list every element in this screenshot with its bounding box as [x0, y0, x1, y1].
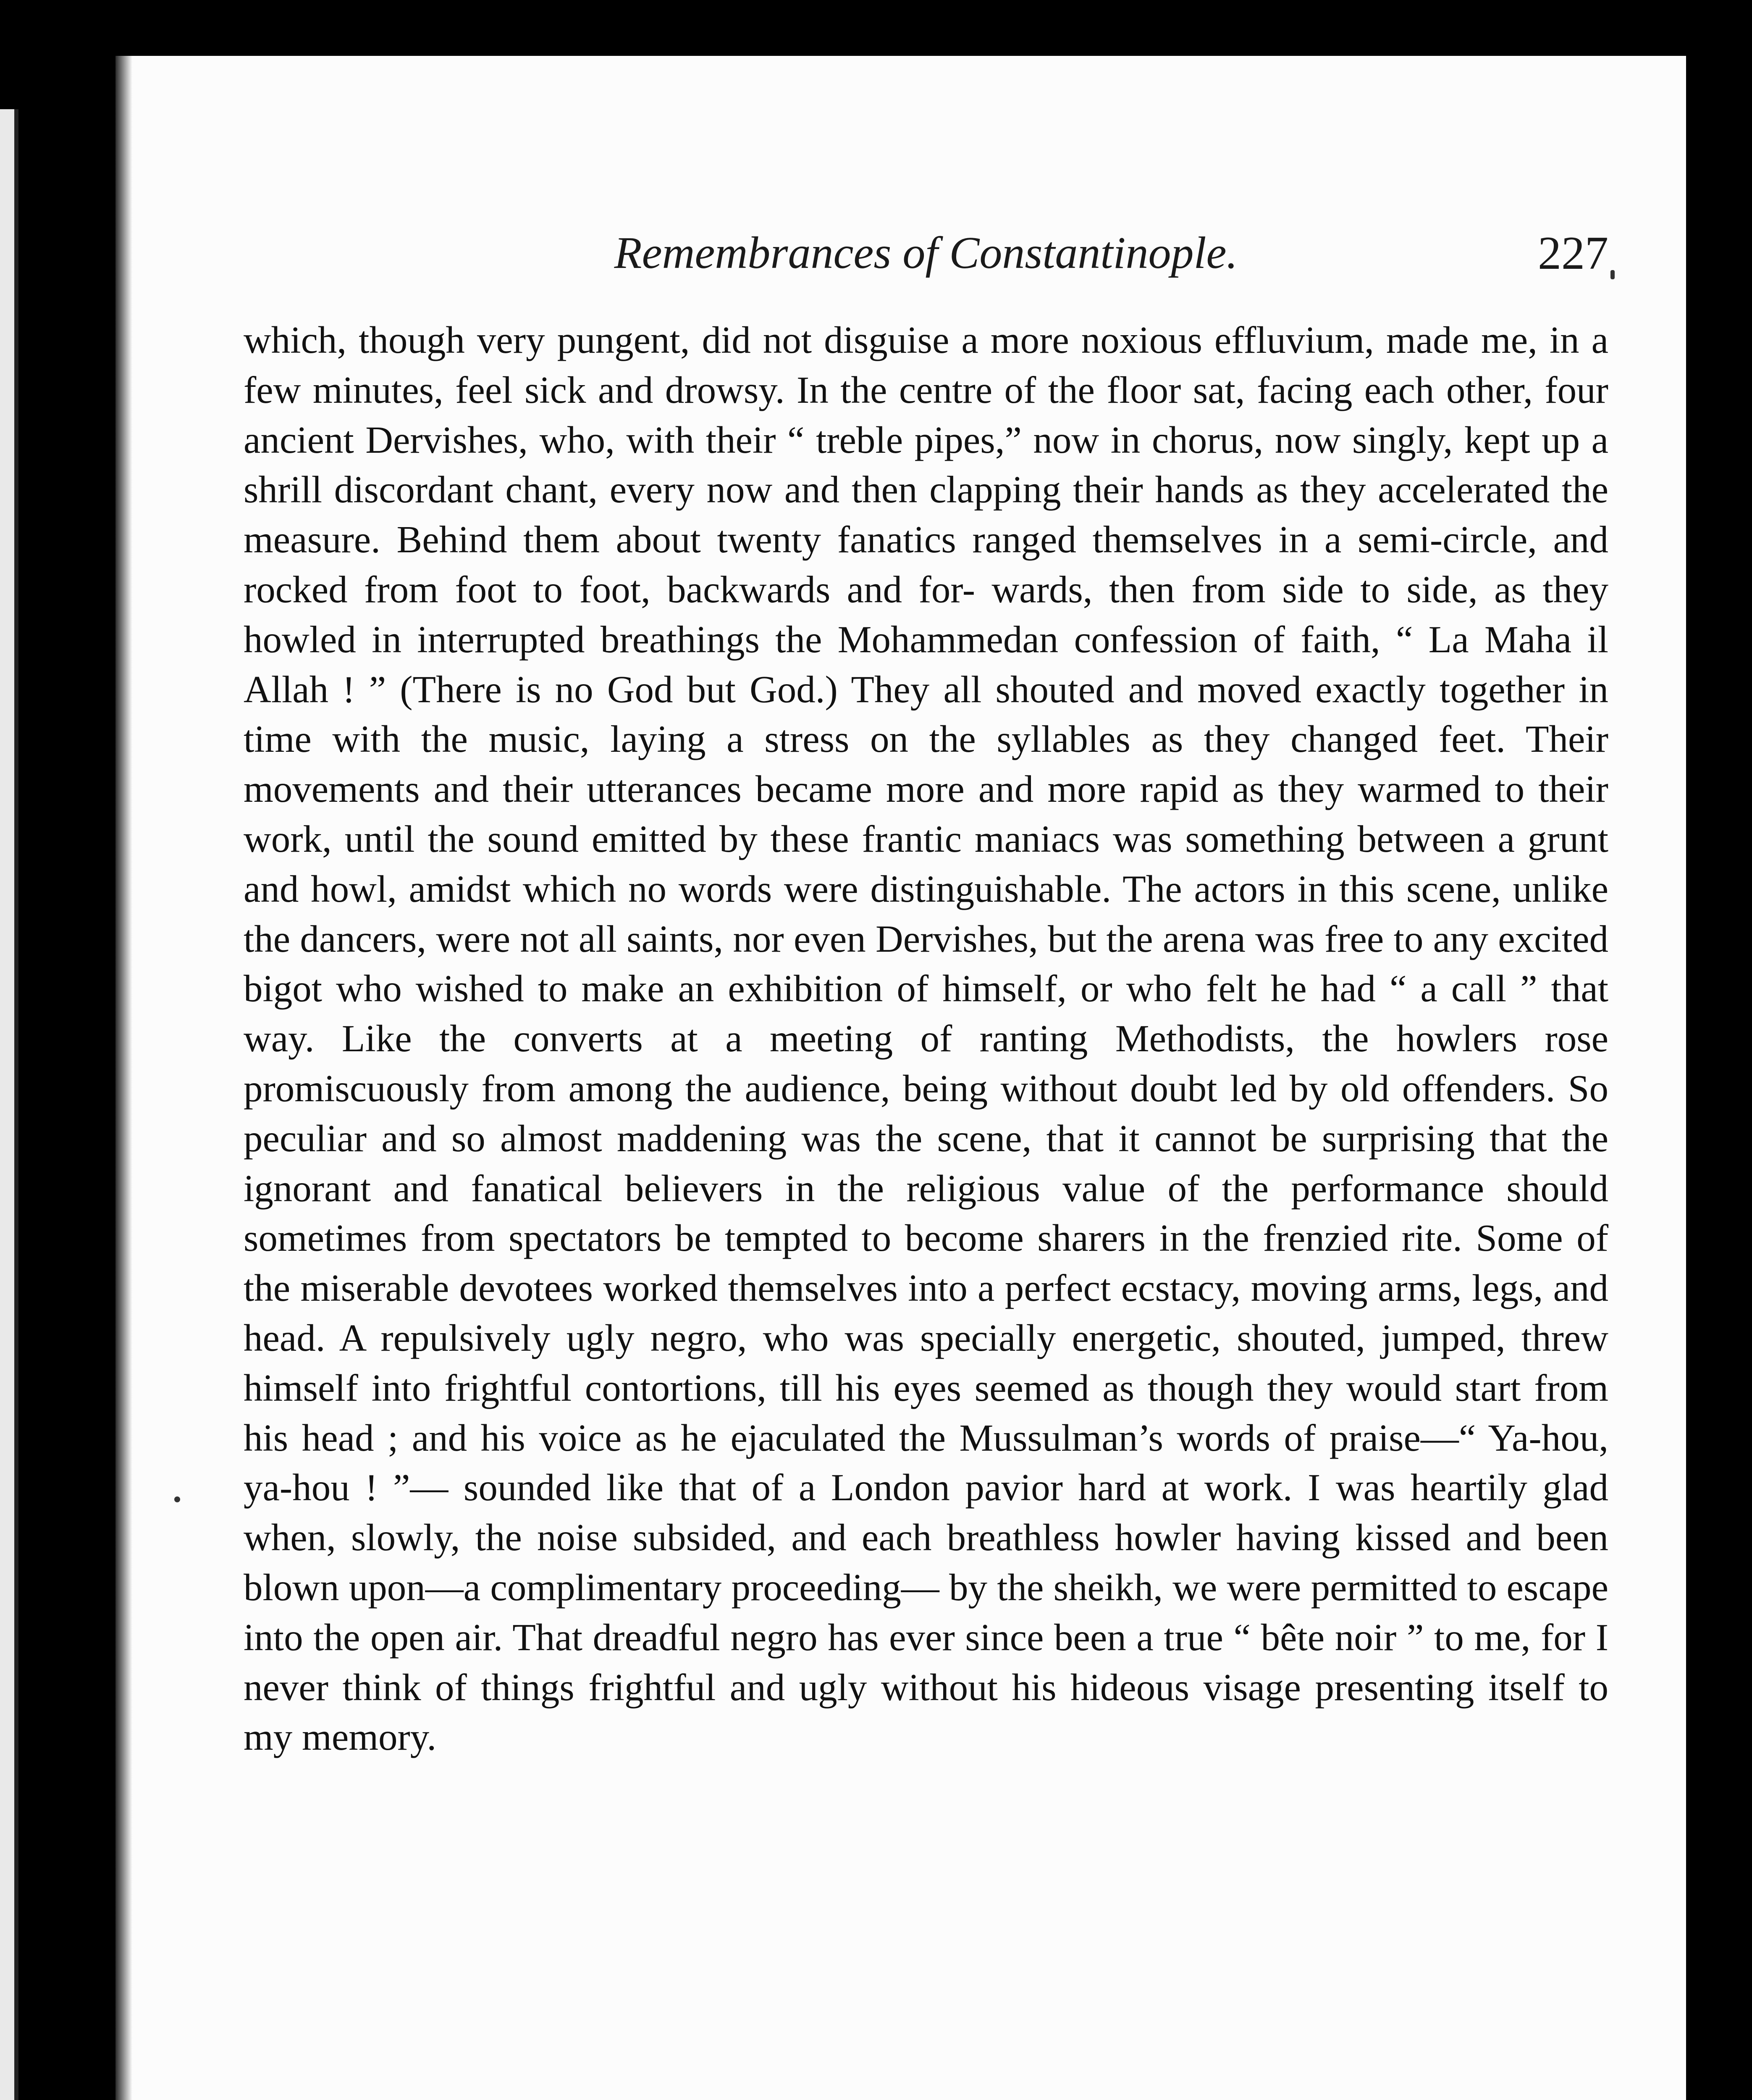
page-number: 227: [1538, 227, 1608, 279]
book-page: [115, 56, 1686, 2100]
ink-speck: [174, 1496, 180, 1502]
gutter-shadow: [115, 56, 132, 2100]
body-paragraph: which, though very pungent, did not disguise a more noxious effluvium, made me, in a few minutes, feel sick and drowsy. In the centre of the floor sat, facing each other, four ancient Dervishes, who, with their “ treble pipes,” now in chorus, now singly, kept up a shrill discordant chant, every now and then clapping their hands as they accelerated the measure. Behind them about twenty fanatics ranged themselves in a semi-circle, and rocked from foot to foot, backwards and for- wards, then from side to side, as they howled in interrupted breathings the Mohammedan confession of faith, “ La Maha il Allah ! ” (There is no God but God.) They all shouted and moved exactly together in time with the music, laying a stress on the syllables as they changed feet. Their movements and their utterances became more and more rapid as they warmed to their work, until the sound emitted by these frantic maniacs was something between a grunt and howl, amidst which no words were distinguishable. The actors in this scene, unlike the dancers, were not all saints, nor even Dervishes, but the arena was free to any excited bigot who wished to make an exhibition of himself, or who felt he had “ a call ” that way. Like the converts at a meeting of ranting Methodists, the howlers rose promiscuously from among the audience, being without doubt led by old offenders. So peculiar and so almost maddening was the scene, that it cannot be surprising that the ignorant and fanatical believers in the religious value of the performance should sometimes from spectators be tempted to become sharers in the frenzied rite. Some of the miserable devotees worked themselves into a perfect ecstacy, moving arms, legs, and head. A repulsively ugly negro, who was specially energetic, shouted, jumped, threw himself into frightful contortions, till his eyes seemed as though they would start from his head ; and his voice as he ejaculated the Mussulman’s words of praise—“ Ya-hou, ya-hou ! ”— sounded like that of a London pavior hard at work. I was heartily glad when, slowly, the noise subsided, and each breathless howler having kissed and been blown upon—a complimentary proceeding— by the sheikh, we were permitted to escape into the open air. That dreadful negro has ever since been a true “ bête noir ” to me, for I never think of things frightful and ugly without his hideous visage presenting itself to my memory.: [244, 319, 1608, 1759]
facing-page-edge: [0, 109, 18, 2100]
ink-speck: [1610, 270, 1615, 279]
page-header: [244, 224, 1608, 283]
running-title: Remembrances of Constantinople.: [614, 228, 1238, 278]
